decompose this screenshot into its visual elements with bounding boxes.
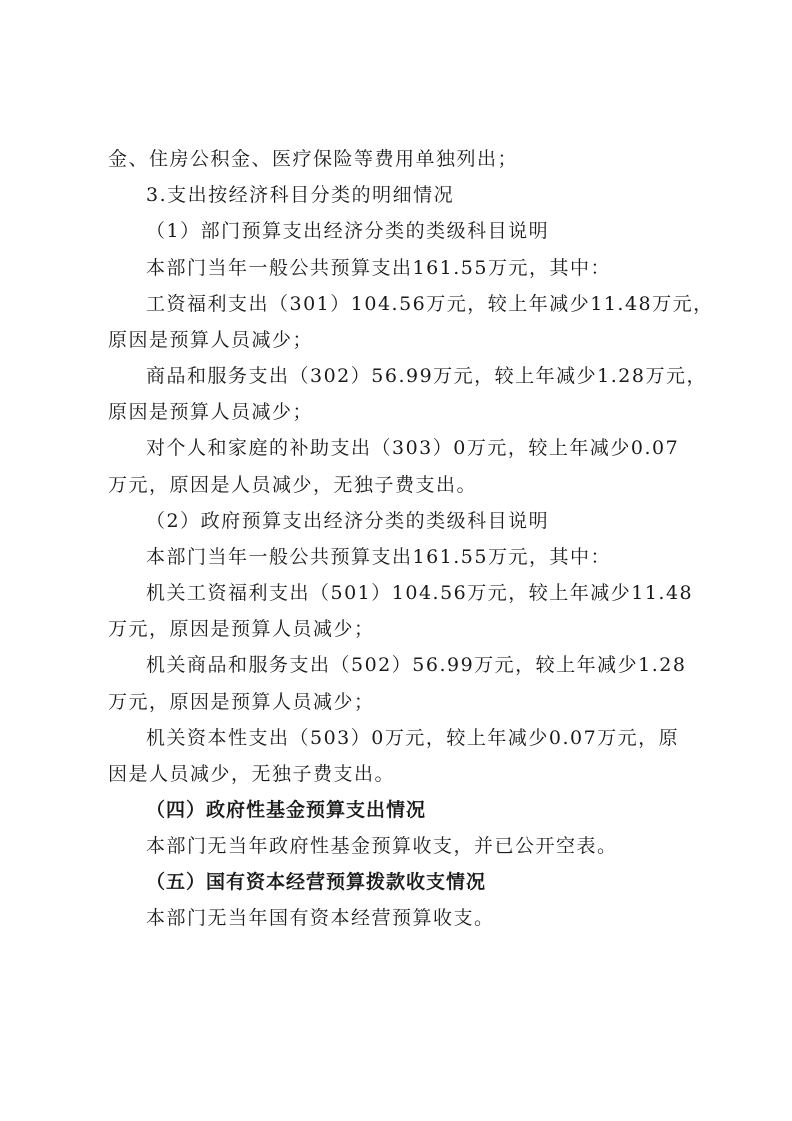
- paragraph-line: 原因是预算人员减少；: [108, 329, 314, 351]
- paragraph-line: 机关资本性支出（503）0万元，较上年减少0.07万元，原: [146, 727, 680, 749]
- section-heading-4: （四）政府性基金预算支出情况: [146, 799, 427, 821]
- paragraph-line: 因是人员减少，无独子费支出。: [108, 763, 396, 785]
- paragraph-line: 商品和服务支出（302）56.99万元，较上年减少1.28万元，: [146, 365, 707, 387]
- paragraph-line: 本部门无当年政府性基金预算收支，并已公开空表。: [146, 835, 618, 857]
- paragraph-line: 原因是预算人员减少；: [108, 401, 314, 423]
- paragraph-line: 本部门当年一般公共预算支出161.55万元，其中：: [146, 257, 611, 279]
- paragraph-line: 本部门无当年国有资本经营预算收支。: [146, 907, 495, 929]
- paragraph-line: 对个人和家庭的补助支出（303）0万元，较上年减少0.07: [146, 437, 680, 459]
- paragraph-line: 本部门当年一般公共预算支出161.55万元，其中：: [146, 546, 611, 568]
- paragraph-line: 机关商品和服务支出（502）56.99万元，较上年减少1.28: [146, 654, 687, 676]
- paragraph-line: 工资福利支出（301）104.56万元，较上年减少11.48万元，: [146, 293, 714, 315]
- subheading-2: （2）政府预算支出经济分类的类级科目说明: [146, 510, 550, 532]
- paragraph-line: 机关工资福利支出（501）104.56万元，较上年减少11.48: [146, 582, 694, 604]
- subheading-1: （1）部门预算支出经济分类的类级科目说明: [146, 220, 550, 242]
- paragraph-line: 万元，原因是预算人员减少；: [108, 618, 375, 640]
- paragraph-line: 万元，原因是人员减少，无独子费支出。: [108, 474, 478, 496]
- paragraph-line-continuation: 金、住房公积金、医疗保险等费用单独列出；: [108, 148, 519, 170]
- section-heading-5: （五）国有资本经营预算拨款收支情况: [146, 871, 487, 893]
- paragraph-line: 万元，原因是预算人员减少；: [108, 691, 375, 713]
- section-heading-3: 3.支出按经济科目分类的明细情况: [146, 184, 455, 206]
